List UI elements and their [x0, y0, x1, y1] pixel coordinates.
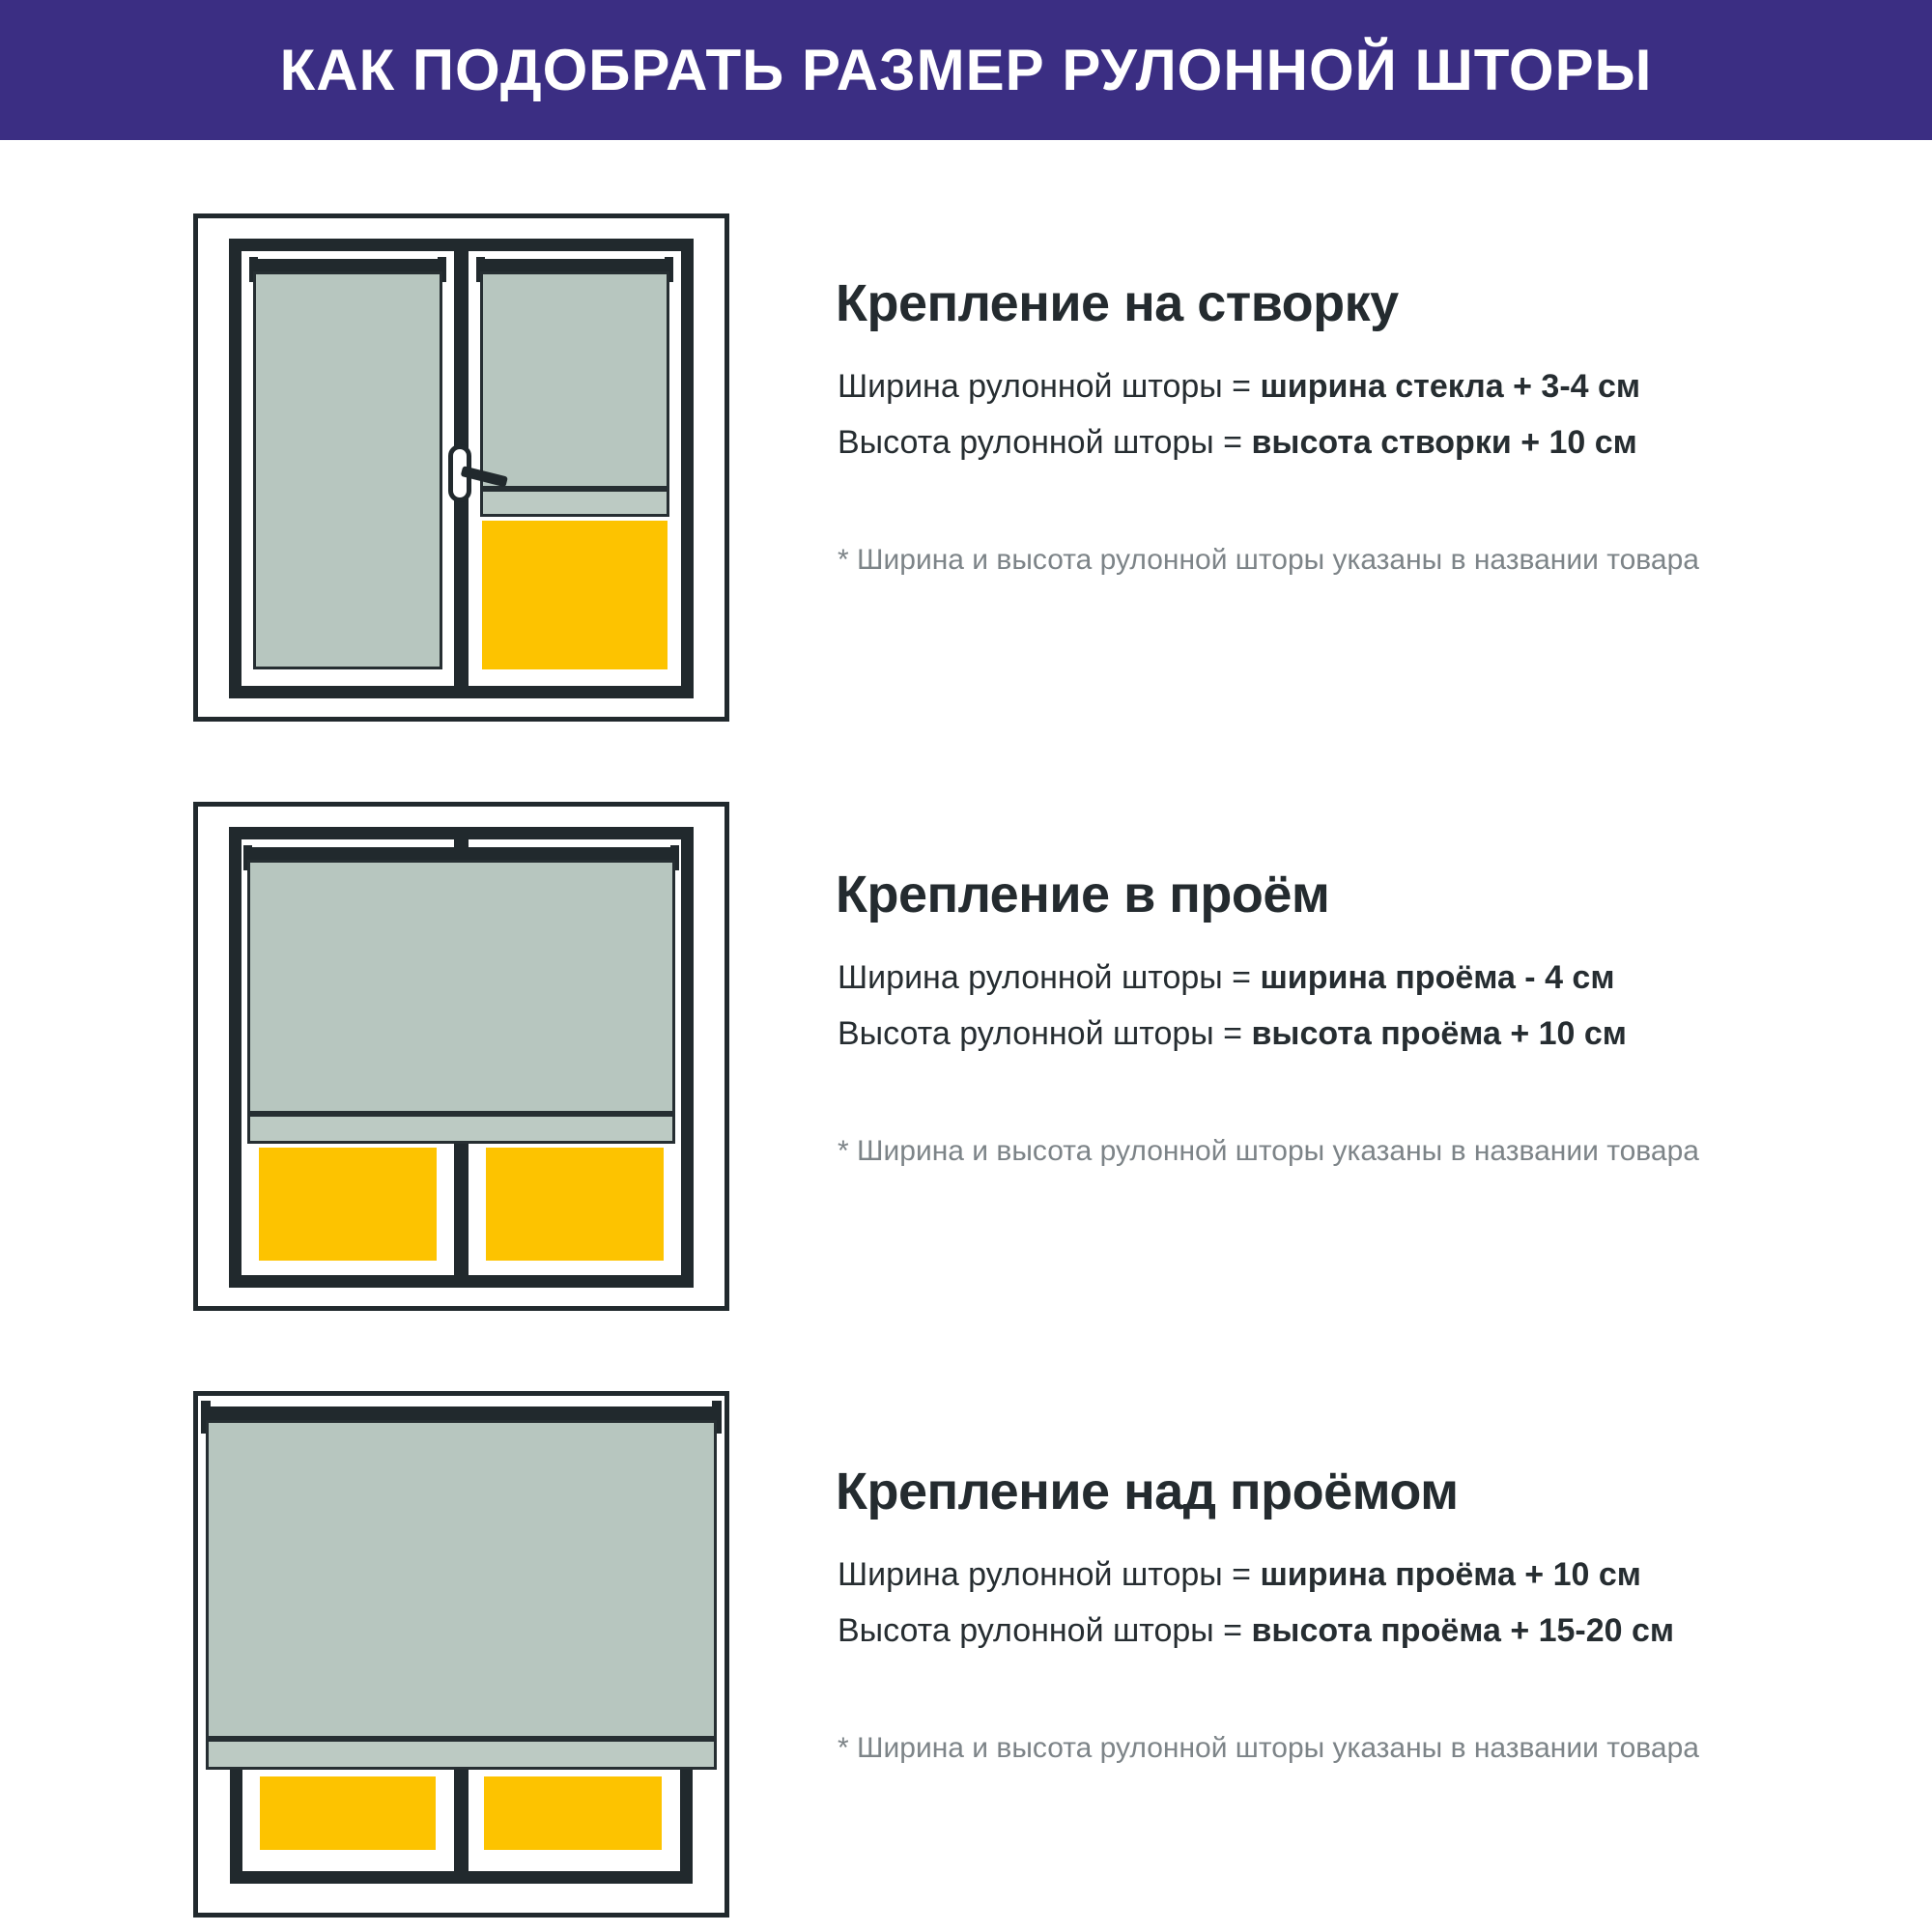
section-title: Крепление на створку: [836, 274, 1399, 332]
blind-weight-bar: [480, 489, 669, 517]
sash-right: [469, 251, 681, 686]
roller-blind-tube: [243, 847, 679, 860]
formula-width: [838, 956, 1627, 999]
roller-blind-tube: [476, 259, 673, 271]
blind-weight-bar: [206, 1739, 717, 1770]
window-illustration-opening-mount: [193, 802, 729, 1311]
footnote: * Ширина и высота рулонной шторы указаны в названии товара: [838, 1135, 1699, 1167]
roller-blind-tube: [205, 1406, 718, 1420]
formula-height: [838, 421, 1640, 464]
sash-left: [242, 251, 454, 686]
formula-width: [838, 365, 1640, 408]
formula-height-value: высота проёма + 15-20 см: [1251, 1612, 1675, 1649]
section-title: Крепление в проём: [836, 866, 1330, 923]
window-frame: [229, 827, 694, 1288]
formula-block: [838, 1553, 1674, 1665]
formula-height-label: Высота рулонной шторы =: [838, 1015, 1252, 1052]
formula-height-label: Высота рулонной шторы =: [838, 424, 1252, 461]
blind-weight-bar: [247, 1114, 675, 1144]
formula-height-value: высота створки + 10 см: [1251, 424, 1637, 461]
blind-fabric: [247, 860, 675, 1114]
page-title: КАК ПОДОБРАТЬ РАЗМЕР РУЛОННОЙ ШТОРЫ: [279, 38, 1653, 102]
blind-fabric: [480, 271, 669, 489]
footnote: * Ширина и высота рулонной шторы указаны в названии товара: [838, 544, 1699, 576]
formula-width-label: Ширина рулонной шторы =: [838, 1556, 1261, 1593]
blind-fabric: [206, 1420, 717, 1739]
formula-width-label: Ширина рулонной шторы =: [838, 959, 1261, 996]
section-title: Крепление над проёмом: [836, 1463, 1459, 1520]
formula-block: [838, 365, 1640, 477]
formula-height: [838, 1012, 1627, 1055]
formula-width-value: ширина стекла + 3-4 см: [1260, 368, 1641, 405]
glass-sunlight: [482, 521, 668, 669]
glass-sunlight: [259, 1148, 437, 1261]
formula-width: [838, 1553, 1674, 1596]
formula-height: [838, 1609, 1674, 1652]
window-illustration-sash-mount: [193, 213, 729, 722]
blind-fabric: [253, 271, 442, 669]
formula-block: [838, 956, 1627, 1068]
header-bar: [0, 0, 1932, 140]
window-frame: [229, 239, 694, 698]
footnote: * Ширина и высота рулонной шторы указаны в названии товара: [838, 1732, 1699, 1764]
formula-width-value: ширина проёма + 10 см: [1260, 1556, 1641, 1593]
formula-width-label: Ширина рулонной шторы =: [838, 368, 1261, 405]
roller-blind: [198, 1396, 724, 1913]
glass-sunlight: [486, 1148, 664, 1261]
window-illustration-above-opening-mount: [193, 1391, 729, 1918]
formula-height-label: Высота рулонной шторы =: [838, 1612, 1252, 1649]
roller-blind-tube: [249, 259, 446, 271]
formula-height-value: высота проёма + 10 см: [1251, 1015, 1627, 1052]
formula-width-value: ширина проёма - 4 см: [1260, 959, 1615, 996]
